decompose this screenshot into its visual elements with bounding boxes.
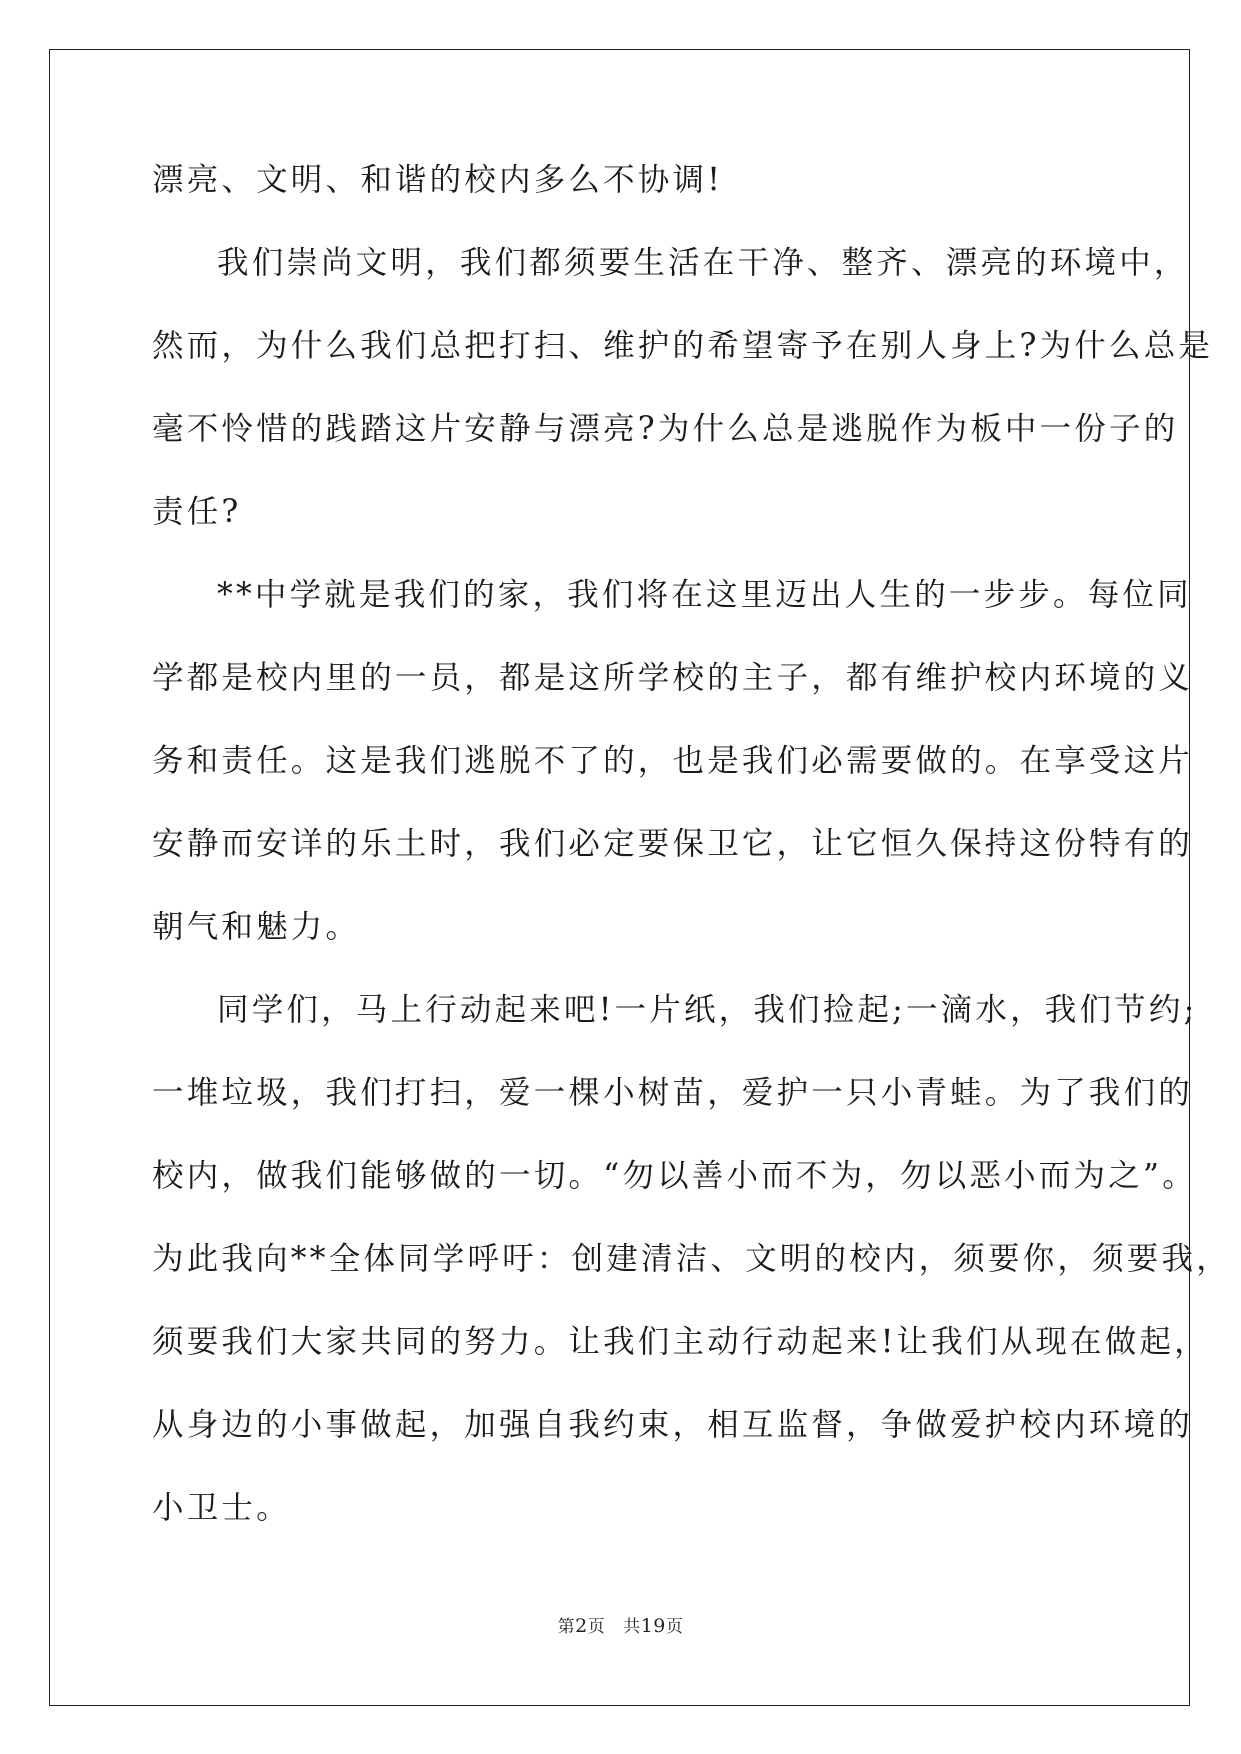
text-line: 须要我们大家共同的努力。让我们主动行动起来!让我们从现在做起， bbox=[152, 1324, 1209, 1360]
footer-page-total: 19 bbox=[640, 1615, 666, 1637]
paragraph bbox=[152, 570, 1194, 985]
text-line: 责任? bbox=[152, 494, 242, 530]
paragraph bbox=[152, 155, 1092, 238]
paragraph bbox=[152, 238, 1214, 570]
text-line: 一堆垃圾，我们打扫，爱一棵小树苗，爱护一只小青蛙。为了我们的 bbox=[152, 1075, 1194, 1111]
text-line: 从身边的小事做起，加强自我约束，相互监督，争做爱护校内环境的 bbox=[152, 1407, 1194, 1443]
footer-page-prefix: 第 bbox=[557, 1617, 576, 1637]
text-line: **中学就是我们的家，我们将在这里迈出人生的一步步。每位同 bbox=[217, 577, 1192, 613]
text-line: 漂亮、文明、和谐的校内多么不协调! bbox=[152, 162, 724, 198]
paragraph bbox=[152, 985, 1231, 1566]
footer-page-current: 2 bbox=[575, 1615, 588, 1637]
text-line: 校内，做我们能够做的一切。“勿以善小而不为，勿以恶小而为之”。 bbox=[152, 1158, 1197, 1194]
text-line: 安静而安详的乐土时，我们必定要保卫它，让它恒久保持这份特有的 bbox=[152, 826, 1194, 862]
footer-total-suffix: 页 bbox=[665, 1617, 684, 1637]
text-line: 小卫士。 bbox=[152, 1490, 291, 1526]
document-body bbox=[152, 155, 1231, 1566]
text-line: 我们崇尚文明，我们都须要生活在干净、整齐、漂亮的环境中， bbox=[217, 245, 1189, 281]
text-line: 毫不怜惜的践踏这片安静与漂亮?为什么总是逃脱作为板中一份子的 bbox=[152, 411, 1179, 447]
text-line: 务和责任。这是我们逃脱不了的，也是我们必需要做的。在享受这片 bbox=[152, 743, 1194, 779]
footer-total-prefix: 共 bbox=[623, 1617, 641, 1637]
text-line: 朝气和魅力。 bbox=[152, 909, 361, 945]
footer-page-suffix: 页 bbox=[587, 1617, 606, 1637]
text-line: 学都是校内里的一员，都是这所学校的主子，都有维护校内环境的义 bbox=[152, 660, 1194, 696]
text-line: 然而，为什么我们总把打扫、维护的希望寄予在别人身上?为什么总是 bbox=[152, 328, 1214, 364]
text-line: 同学们，马上行动起来吧!一片纸，我们捡起;一滴水，我们节约; bbox=[217, 992, 1198, 1028]
text-line: 为此我向**全体同学呼吁：创建清洁、文明的校内，须要你，须要我， bbox=[152, 1241, 1231, 1277]
page-footer bbox=[0, 1612, 1241, 1637]
